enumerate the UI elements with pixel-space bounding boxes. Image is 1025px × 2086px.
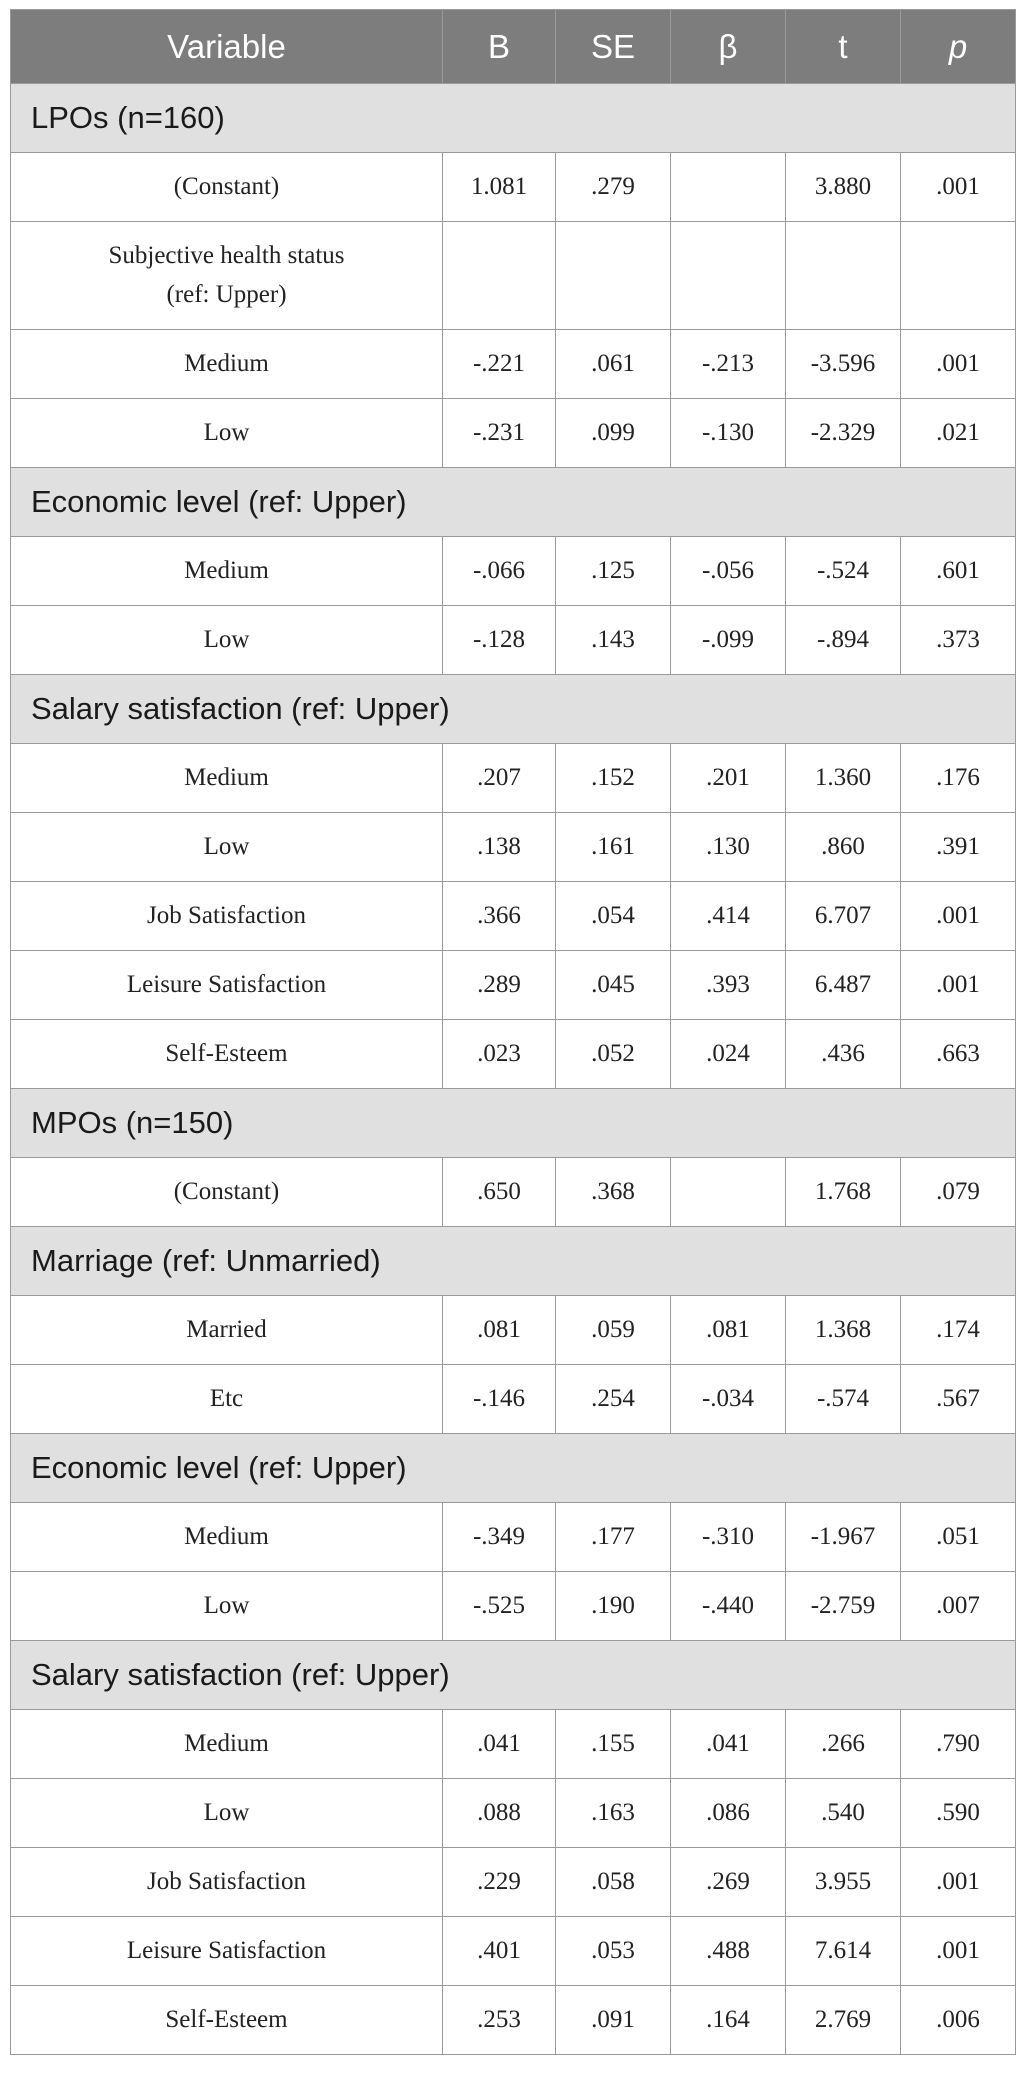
cell-p: .590 [901, 1779, 1016, 1848]
cell-b [443, 222, 556, 330]
cell-variable: Medium [11, 330, 443, 399]
cell-b: -.349 [443, 1503, 556, 1572]
cell-b: .138 [443, 813, 556, 882]
cell-se: .177 [556, 1503, 671, 1572]
cell-p: .001 [901, 1848, 1016, 1917]
section-label: Salary satisfaction (ref: Upper) [11, 675, 1016, 744]
section-label: Salary satisfaction (ref: Upper) [11, 1641, 1016, 1710]
cell-b: .289 [443, 951, 556, 1020]
cell-t: -.524 [786, 537, 901, 606]
cell-se [556, 222, 671, 330]
table-body [11, 84, 1016, 2055]
section-header-row [11, 1641, 1016, 1710]
cell-se: .125 [556, 537, 671, 606]
cell-variable: Medium [11, 1710, 443, 1779]
cell-beta: .041 [671, 1710, 786, 1779]
cell-b: -.221 [443, 330, 556, 399]
cell-t: 1.768 [786, 1158, 901, 1227]
cell-variable: Etc [11, 1365, 443, 1434]
cell-se: .279 [556, 153, 671, 222]
cell-p: .391 [901, 813, 1016, 882]
table-row [11, 813, 1016, 882]
cell-variable: Low [11, 1779, 443, 1848]
cell-t: .436 [786, 1020, 901, 1089]
cell-variable: Medium [11, 1503, 443, 1572]
cell-beta: -.440 [671, 1572, 786, 1641]
cell-se: .099 [556, 399, 671, 468]
table-row [11, 1848, 1016, 1917]
cell-beta: -.130 [671, 399, 786, 468]
cell-se: .091 [556, 1986, 671, 2055]
table-row [11, 1986, 1016, 2055]
cell-variable: (Constant) [11, 153, 443, 222]
cell-beta: .393 [671, 951, 786, 1020]
table-header [11, 10, 1016, 84]
cell-se: .061 [556, 330, 671, 399]
header-beta: β [671, 10, 786, 84]
cell-beta: .269 [671, 1848, 786, 1917]
cell-se: .143 [556, 606, 671, 675]
cell-variable: Low [11, 1572, 443, 1641]
cell-p: .001 [901, 330, 1016, 399]
cell-beta: .164 [671, 1986, 786, 2055]
cell-se: .190 [556, 1572, 671, 1641]
cell-b: -.231 [443, 399, 556, 468]
cell-b: 1.081 [443, 153, 556, 222]
table-row [11, 1710, 1016, 1779]
table-row [11, 399, 1016, 468]
cell-t: -.574 [786, 1365, 901, 1434]
cell-beta: -.310 [671, 1503, 786, 1572]
cell-t: 1.368 [786, 1296, 901, 1365]
cell-variable: Low [11, 606, 443, 675]
cell-t: 1.360 [786, 744, 901, 813]
cell-t: -.894 [786, 606, 901, 675]
section-header-row [11, 84, 1016, 153]
cell-t: .266 [786, 1710, 901, 1779]
table-row [11, 882, 1016, 951]
section-label: Marriage (ref: Unmarried) [11, 1227, 1016, 1296]
cell-beta [671, 222, 786, 330]
cell-variable: Self-Esteem [11, 1020, 443, 1089]
cell-beta: .488 [671, 1917, 786, 1986]
cell-p: .001 [901, 1917, 1016, 1986]
regression-table [10, 9, 1016, 2055]
cell-b: -.525 [443, 1572, 556, 1641]
table-row [11, 606, 1016, 675]
cell-beta [671, 153, 786, 222]
table-row [11, 1296, 1016, 1365]
cell-se: .054 [556, 882, 671, 951]
table-row [11, 537, 1016, 606]
cell-se: .045 [556, 951, 671, 1020]
cell-p: .790 [901, 1710, 1016, 1779]
cell-b: .081 [443, 1296, 556, 1365]
table-row [11, 1572, 1016, 1641]
cell-p: .373 [901, 606, 1016, 675]
cell-t [786, 222, 901, 330]
cell-variable: Married [11, 1296, 443, 1365]
cell-p: .176 [901, 744, 1016, 813]
table-row [11, 1917, 1016, 1986]
cell-p: .051 [901, 1503, 1016, 1572]
cell-p: .601 [901, 537, 1016, 606]
header-p: p [901, 10, 1016, 84]
table-row [11, 1503, 1016, 1572]
cell-beta: .414 [671, 882, 786, 951]
cell-se: .163 [556, 1779, 671, 1848]
cell-b: .650 [443, 1158, 556, 1227]
cell-b: -.066 [443, 537, 556, 606]
table-row [11, 153, 1016, 222]
cell-b: .401 [443, 1917, 556, 1986]
cell-variable: Low [11, 813, 443, 882]
cell-variable: Low [11, 399, 443, 468]
table-row [11, 951, 1016, 1020]
section-header-row [11, 468, 1016, 537]
table-row [11, 1158, 1016, 1227]
section-label: Economic level (ref: Upper) [11, 468, 1016, 537]
cell-p: .001 [901, 882, 1016, 951]
cell-t: -2.759 [786, 1572, 901, 1641]
cell-t: -2.329 [786, 399, 901, 468]
cell-beta: -.099 [671, 606, 786, 675]
cell-variable [11, 222, 443, 330]
header-se: SE [556, 10, 671, 84]
cell-t: 6.487 [786, 951, 901, 1020]
cell-t: -1.967 [786, 1503, 901, 1572]
cell-se: .254 [556, 1365, 671, 1434]
cell-b: .088 [443, 1779, 556, 1848]
cell-p: .663 [901, 1020, 1016, 1089]
cell-b: .253 [443, 1986, 556, 2055]
table-row [11, 222, 1016, 330]
cell-se: .059 [556, 1296, 671, 1365]
header-row [11, 10, 1016, 84]
section-header-row [11, 675, 1016, 744]
variable-label-line2: (ref: Upper) [166, 280, 287, 308]
cell-se: .161 [556, 813, 671, 882]
cell-p: .567 [901, 1365, 1016, 1434]
cell-se: .152 [556, 744, 671, 813]
cell-t: 3.955 [786, 1848, 901, 1917]
cell-beta: -.213 [671, 330, 786, 399]
table-row [11, 1779, 1016, 1848]
cell-b: -.128 [443, 606, 556, 675]
section-label: LPOs (n=160) [11, 84, 1016, 153]
header-variable: Variable [11, 10, 443, 84]
cell-p: .079 [901, 1158, 1016, 1227]
cell-p: .021 [901, 399, 1016, 468]
header-t: t [786, 10, 901, 84]
cell-b: .041 [443, 1710, 556, 1779]
cell-se: .368 [556, 1158, 671, 1227]
cell-p [901, 222, 1016, 330]
cell-beta: -.056 [671, 537, 786, 606]
cell-variable: (Constant) [11, 1158, 443, 1227]
cell-t: -3.596 [786, 330, 901, 399]
cell-t: 7.614 [786, 1917, 901, 1986]
cell-beta: .086 [671, 1779, 786, 1848]
cell-p: .006 [901, 1986, 1016, 2055]
cell-variable: Medium [11, 537, 443, 606]
cell-beta: .024 [671, 1020, 786, 1089]
variable-label-line1: Subjective health status [108, 241, 345, 269]
section-label: MPOs (n=150) [11, 1089, 1016, 1158]
cell-beta: .130 [671, 813, 786, 882]
cell-se: .155 [556, 1710, 671, 1779]
cell-p: .001 [901, 951, 1016, 1020]
cell-b: .229 [443, 1848, 556, 1917]
cell-t: 3.880 [786, 153, 901, 222]
cell-variable: Medium [11, 744, 443, 813]
cell-variable: Job Satisfaction [11, 882, 443, 951]
section-header-row [11, 1434, 1016, 1503]
table-row [11, 1020, 1016, 1089]
cell-se: .053 [556, 1917, 671, 1986]
cell-t: 2.769 [786, 1986, 901, 2055]
cell-variable: Job Satisfaction [11, 1848, 443, 1917]
cell-beta: .201 [671, 744, 786, 813]
cell-t: 6.707 [786, 882, 901, 951]
cell-beta: .081 [671, 1296, 786, 1365]
cell-se: .058 [556, 1848, 671, 1917]
section-header-row [11, 1089, 1016, 1158]
table-row [11, 744, 1016, 813]
cell-b: .207 [443, 744, 556, 813]
cell-b: .023 [443, 1020, 556, 1089]
table-row [11, 1365, 1016, 1434]
cell-b: -.146 [443, 1365, 556, 1434]
cell-p: .174 [901, 1296, 1016, 1365]
section-header-row [11, 1227, 1016, 1296]
table-row [11, 330, 1016, 399]
cell-t: .860 [786, 813, 901, 882]
cell-p: .001 [901, 153, 1016, 222]
cell-variable: Self-Esteem [11, 1986, 443, 2055]
cell-b: .366 [443, 882, 556, 951]
header-b: B [443, 10, 556, 84]
cell-se: .052 [556, 1020, 671, 1089]
cell-variable: Leisure Satisfaction [11, 951, 443, 1020]
section-label: Economic level (ref: Upper) [11, 1434, 1016, 1503]
cell-variable: Leisure Satisfaction [11, 1917, 443, 1986]
cell-beta [671, 1158, 786, 1227]
cell-p: .007 [901, 1572, 1016, 1641]
cell-t: .540 [786, 1779, 901, 1848]
cell-beta: -.034 [671, 1365, 786, 1434]
